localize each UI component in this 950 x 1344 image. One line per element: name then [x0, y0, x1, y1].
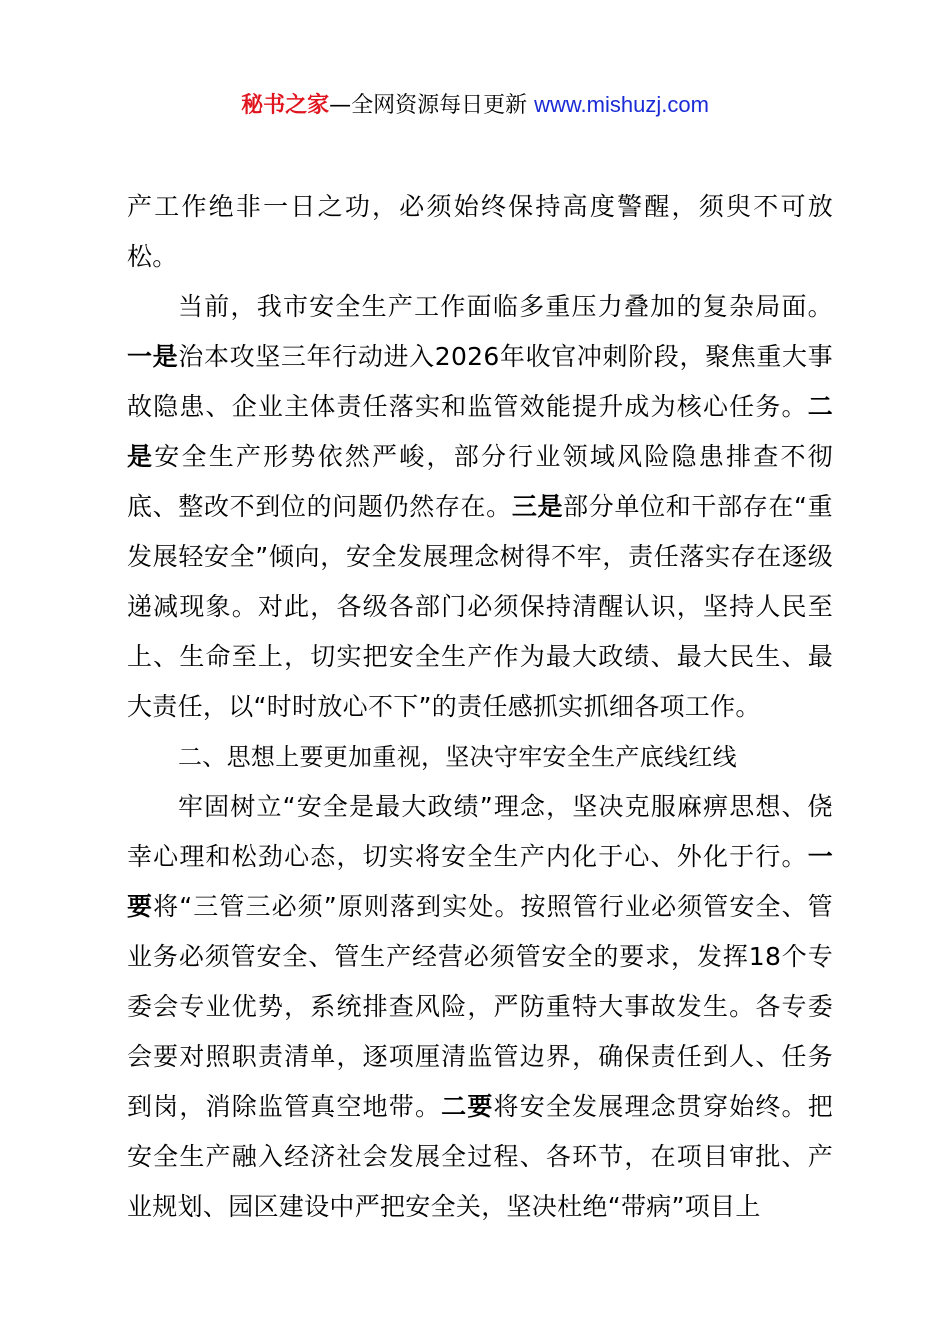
point-marker-third: 三是 — [511, 492, 564, 521]
paragraph-text: 部分单位和干部存在“重发展轻安全”倾向，安全发展理念树得不牢，责任落实存在逐级递减现象。对此，各级各部门必须保持清醒认识，坚持人民至上、生命至上，切实把安全生产作为最大政绩、最大民生、最大责任，以“时时放心不下”的责任感抓实抓细各项工作。 — [127, 492, 833, 721]
header-tagline: —全网资源每日更新 — [329, 93, 528, 118]
paragraph-text: 将安全发展理念贯穿始终。把安全生产融入经济社会发展全过程、各环节，在项目审批、产业规划、园区建设中严把安全关，坚决杜绝“带病”项目上 — [127, 1092, 834, 1221]
paragraph-current-situation — [127, 282, 833, 732]
paragraph-ideology — [127, 782, 833, 1232]
paragraph-text: 安全生产形势依然严峻，部分行业领域风险隐患排查不彻底、整改不到位的问题仍然存在。 — [127, 442, 833, 521]
point-marker-first: 一要 — [127, 842, 833, 921]
site-url-link[interactable]: www.mishuzj.com — [534, 92, 709, 117]
paragraph-continuation: 产工作绝非一日之功，必须始终保持高度警醒，须臾不可放松。 — [127, 192, 833, 271]
paragraph-text: 将“三管三必须”原则落到实处。按照管行业必须管安全、管业务必须管安全、管生产经营必须管安全的要求，发挥18个专委会专业优势，系统排查风险，严防重特大事故发生。各专委会要对照职责清单，逐项厘清监管边界，确保责任到人、任务到岗，消除监管真空地带。 — [127, 892, 833, 1121]
document-body — [127, 182, 833, 1232]
paragraph-text: 治本攻坚三年行动进入2026年收官冲刺阶段，聚焦重大事故隐患、企业主体责任落实和监管效能提升成为核心任务。 — [127, 342, 833, 421]
paragraph-text: 当前，我市安全生产工作面临多重压力叠加的复杂局面。 — [178, 292, 833, 321]
section-heading: 二、思想上要更加重视，坚决守牢安全生产底线红线 — [178, 743, 737, 771]
point-marker-second: 二是 — [127, 392, 833, 471]
site-header — [0, 88, 950, 123]
point-marker-second: 二要 — [441, 1092, 494, 1121]
paragraph-text: 牢固树立“安全是最大政绩”理念，坚决克服麻痹思想、侥幸心理和松劲心态，切实将安全生产内化于心、外化于行。 — [127, 792, 833, 871]
point-marker-first: 一是 — [127, 342, 179, 371]
brand-name: 秘书之家 — [241, 93, 330, 118]
